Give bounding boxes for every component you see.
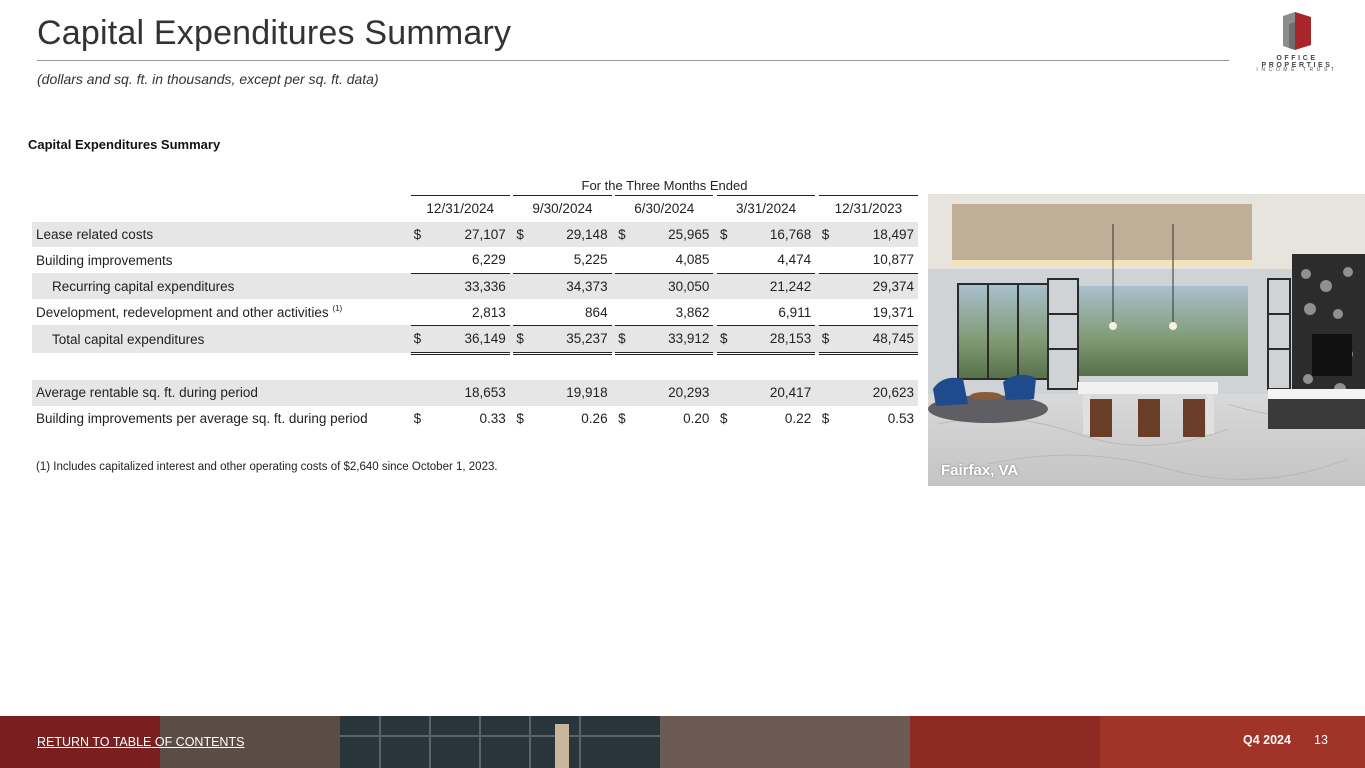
logo-mark-icon	[1283, 12, 1311, 50]
currency-symbol	[717, 299, 741, 325]
company-logo	[1245, 12, 1349, 78]
page-subtitle: (dollars and sq. ft. in thousands, except per sq. ft. data)	[37, 71, 379, 87]
column-header: 6/30/2024	[615, 196, 713, 222]
table-cell: 33,336	[434, 273, 509, 299]
currency-symbol	[615, 299, 639, 325]
column-header: 9/30/2024	[513, 196, 611, 222]
spacer-row	[32, 353, 918, 380]
table-cell: 864	[585, 304, 608, 320]
row-label: Building improvements	[36, 252, 173, 268]
currency-symbol	[513, 247, 537, 273]
table-row	[32, 325, 918, 353]
table-cell: 18,653	[434, 380, 509, 406]
table-cell: 0.20	[683, 411, 710, 427]
table-cell: 29,374	[843, 273, 918, 299]
column-header: 12/31/2024	[411, 196, 510, 222]
currency-symbol: $	[513, 222, 537, 248]
page-title: Capital Expenditures Summary	[37, 14, 512, 52]
table-cell: 5,225	[573, 252, 608, 268]
title-divider	[37, 60, 1229, 61]
currency-symbol	[615, 247, 639, 273]
table-row	[32, 380, 918, 406]
table-cell: 20,293	[639, 380, 714, 406]
period-header: For the Three Months Ended	[581, 178, 748, 193]
currency-symbol: $	[615, 325, 639, 353]
table-cell: 25,965	[639, 222, 714, 248]
lobby-photo-illustration	[928, 194, 1365, 486]
table-cell: 16,768	[740, 222, 815, 248]
table-row	[32, 273, 918, 299]
currency-symbol: $	[618, 411, 626, 427]
row-label: Recurring capital expenditures	[32, 273, 407, 299]
row-label: Average rentable sq. ft. during period	[32, 380, 407, 406]
table-cell: 3,862	[675, 304, 710, 320]
column-header: 12/31/2023	[819, 196, 918, 222]
table-cell: 33,912	[639, 325, 714, 353]
currency-symbol	[819, 247, 843, 273]
currency-symbol	[717, 247, 741, 273]
table-header-row	[32, 196, 918, 222]
table-cell: 27,107	[434, 222, 509, 248]
table-cell: 6,911	[778, 304, 812, 320]
row-label-text: Development, redevelopment and other activities	[36, 305, 329, 321]
currency-symbol	[411, 273, 435, 299]
currency-symbol: $	[411, 325, 435, 353]
capex-table	[32, 195, 918, 431]
table-cell: 19,918	[537, 380, 612, 406]
currency-symbol: $	[717, 325, 741, 353]
logo-wordmark: OFFICE PROPERTIES	[1261, 55, 1333, 69]
currency-symbol	[819, 273, 843, 299]
page-number: 13	[1314, 733, 1328, 747]
table-cell: 19,371	[872, 304, 914, 320]
row-label: Building improvements per average sq. ft. during period	[36, 411, 368, 427]
currency-symbol	[615, 380, 639, 406]
currency-symbol: $	[819, 325, 843, 353]
row-label	[32, 299, 407, 325]
currency-symbol	[717, 273, 741, 299]
currency-symbol: $	[413, 411, 422, 427]
table-cell: 35,237	[537, 325, 612, 353]
currency-symbol: $	[719, 411, 728, 427]
table-cell: 0.22	[784, 411, 812, 427]
currency-symbol: $	[516, 411, 524, 427]
table-cell: 10,877	[872, 252, 914, 268]
section-title: Capital Expenditures Summary	[28, 137, 221, 152]
currency-symbol: $	[513, 325, 537, 353]
currency-symbol	[717, 380, 741, 406]
currency-symbol	[615, 273, 639, 299]
currency-symbol: $	[819, 222, 843, 248]
currency-symbol: $	[615, 222, 639, 248]
table-cell: 34,373	[537, 273, 612, 299]
currency-symbol	[411, 247, 435, 273]
table-cell: 4,085	[675, 252, 710, 268]
table-cell: 0.26	[581, 411, 608, 427]
table-cell: 21,242	[740, 273, 815, 299]
return-to-toc-link[interactable]: RETURN TO TABLE OF CONTENTS	[37, 735, 245, 749]
table-row	[32, 222, 918, 248]
table-cell: 20,623	[843, 380, 918, 406]
property-photo	[928, 194, 1365, 486]
currency-symbol	[513, 299, 537, 325]
column-header: 3/31/2024	[717, 196, 815, 222]
row-label: Total capital expenditures	[32, 325, 407, 353]
table-cell: 28,153	[740, 325, 815, 353]
table-cell: 30,050	[639, 273, 714, 299]
table-row	[32, 299, 918, 325]
table-cell: 6,229	[471, 252, 506, 268]
table-cell: 29,148	[537, 222, 612, 248]
currency-symbol	[819, 299, 843, 325]
table-cell: 36,149	[434, 325, 509, 353]
table-cell: 2,813	[471, 304, 506, 320]
table-cell: 0.53	[887, 411, 914, 427]
photo-caption: Fairfax, VA	[941, 462, 1019, 479]
currency-symbol: $	[411, 222, 435, 248]
row-label: Lease related costs	[32, 222, 407, 248]
currency-symbol	[819, 380, 843, 406]
table-cell: 0.33	[479, 411, 506, 427]
currency-symbol	[513, 380, 537, 406]
table-cell: 4,474	[777, 252, 812, 268]
currency-symbol: $	[717, 222, 741, 248]
footnote-ref: (1)	[332, 304, 343, 314]
currency-symbol	[411, 299, 435, 325]
table-cell: 18,497	[843, 222, 918, 248]
table-row	[32, 247, 918, 273]
currency-symbol	[513, 273, 537, 299]
currency-symbol: $	[821, 411, 830, 427]
footnote: (1) Includes capitalized interest and other operating costs of $2,640 since October 1, 2023.	[36, 461, 498, 473]
logo-tagline: INCOME TRUST	[1256, 67, 1338, 73]
table-cell: 48,745	[843, 325, 918, 353]
footer-quarter: Q4 2024	[1243, 733, 1291, 747]
table-cell: 20,417	[740, 380, 815, 406]
table-row	[32, 406, 918, 432]
currency-symbol	[411, 380, 435, 406]
